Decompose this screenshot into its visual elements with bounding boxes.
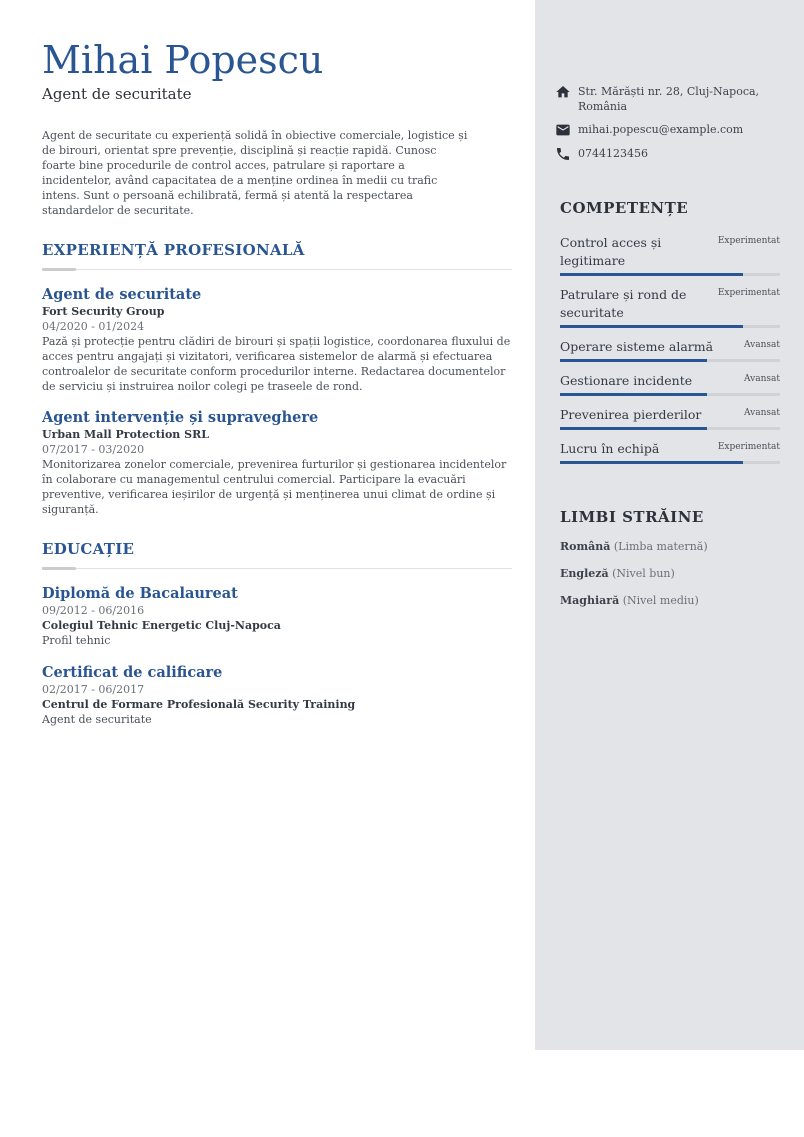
education-entry xyxy=(42,585,512,648)
entry-role: Agent de securitate xyxy=(42,286,202,303)
main-column xyxy=(42,38,512,727)
sidebar xyxy=(535,0,804,1050)
candidate-name: Mihai Popescu xyxy=(42,38,324,82)
skill-bar-fill xyxy=(560,273,743,276)
skill-bar xyxy=(560,461,780,464)
contact-phone xyxy=(555,146,785,162)
skill-name: Control acces și legitimare xyxy=(560,235,662,268)
skill-name: Gestionare incidente xyxy=(560,373,693,388)
language-item xyxy=(560,593,780,608)
skill-item xyxy=(560,440,780,464)
skill-level: Experimentat xyxy=(717,236,780,246)
skill-level: Avansat xyxy=(744,374,780,384)
education-section xyxy=(42,539,512,727)
entry-company: Fort Security Group xyxy=(42,305,165,318)
profile-summary: Agent de securitate cu experiență solidă în obiective comerciale, logistice și de birouri, orientat spre prevenție, disciplină și reacție rapidă. Cunosc foarte bine procedurile de control acces, patrulare și raportare a incidentelor, având capacitatea de a menține ordinea în medii cu trafic intens. Sunt o persoană echilibrată, fermă și atentă la respectarea standardelor de securitate. xyxy=(42,129,468,217)
skill-item xyxy=(560,406,780,430)
education-entry xyxy=(42,664,512,727)
language-name: Română xyxy=(560,540,611,553)
section-title-education: EDUCAȚIE xyxy=(42,540,135,558)
skill-name: Patrulare și rond de securitate xyxy=(560,287,687,320)
skill-bar xyxy=(560,393,780,396)
skill-level: Avansat xyxy=(744,408,780,418)
contact-address xyxy=(555,84,785,114)
contact-info xyxy=(555,84,785,170)
entry-company: Urban Mall Protection SRL xyxy=(42,428,209,441)
skill-bar xyxy=(560,273,780,276)
language-item xyxy=(560,566,780,581)
skill-bar-fill xyxy=(560,325,743,328)
address-text: Str. Mărăști nr. 28, Cluj-Napoca, România xyxy=(578,85,760,113)
skill-level: Avansat xyxy=(744,340,780,350)
entry-description: Monitorizarea zonelor comerciale, prevenirea furturilor și gestionarea incidentelor în colaborare cu managementul centrului comercial. Participare la evacuări preventive, verificarea ieșirilor de urgență și menținerea unui climat de ordine și siguranță. xyxy=(42,458,507,516)
experience-entry xyxy=(42,286,512,394)
contact-email xyxy=(555,122,785,138)
skill-bar-fill xyxy=(560,461,743,464)
entry-role: Agent intervenție și supraveghere xyxy=(42,409,319,426)
home-icon xyxy=(555,84,571,100)
section-divider xyxy=(42,268,512,271)
entry-school: Centrul de Formare Profesională Security Training xyxy=(42,698,356,711)
skill-bar-fill xyxy=(560,427,707,430)
skill-name: Lucru în echipă xyxy=(560,441,660,456)
skill-bar xyxy=(560,359,780,362)
section-title-languages: LIMBI STRĂINE xyxy=(560,508,704,526)
skills-section xyxy=(560,198,780,464)
language-level: (Nivel bun) xyxy=(612,567,675,580)
entry-description: Pază și protecție pentru clădiri de birouri și spații logistice, coordonarea fluxului de acces pentru angajați și vizitatori, verificarea sistemelor de alarmă și efectuarea controalelor de securitate conform procedurilor interne. Redactarea documentelor de serviciu și instruirea noilor colegi pe traseele de rond. xyxy=(42,335,511,393)
phone-text: 0744123456 xyxy=(578,147,648,160)
entry-dates: 02/2017 - 06/2017 xyxy=(42,683,145,696)
experience-entry xyxy=(42,409,512,517)
language-name: Engleză xyxy=(560,567,609,580)
entry-dates: 09/2012 - 06/2016 xyxy=(42,604,145,617)
section-title-skills: COMPETENȚE xyxy=(560,199,689,217)
skill-bar-fill xyxy=(560,393,707,396)
skill-name: Prevenirea pierderilor xyxy=(560,407,702,422)
entry-school: Colegiul Tehnic Energetic Cluj-Napoca xyxy=(42,619,281,632)
language-item xyxy=(560,539,780,554)
phone-icon xyxy=(555,146,571,162)
skill-item xyxy=(560,234,780,276)
skill-item xyxy=(560,372,780,396)
skill-level: Experimentat xyxy=(717,442,780,452)
section-title-experience: EXPERIENȚĂ PROFESIONALĂ xyxy=(42,241,305,259)
language-level: (Limba maternă) xyxy=(613,540,708,553)
entry-degree: Certificat de calificare xyxy=(42,664,223,681)
skill-name: Operare sisteme alarmă xyxy=(560,339,714,354)
skill-bar-fill xyxy=(560,359,707,362)
experience-section xyxy=(42,240,512,517)
email-link[interactable]: mihai.popescu@example.com xyxy=(578,123,744,136)
entry-dates: 04/2020 - 01/2024 xyxy=(42,320,145,333)
skill-bar xyxy=(560,427,780,430)
section-divider xyxy=(42,567,512,570)
skill-item xyxy=(560,286,780,328)
entry-detail: Profil tehnic xyxy=(42,634,111,647)
entry-degree: Diplomă de Bacalaureat xyxy=(42,585,238,602)
language-name: Maghiară xyxy=(560,594,620,607)
skill-bar xyxy=(560,325,780,328)
languages-section xyxy=(560,507,780,608)
entry-dates: 07/2017 - 03/2020 xyxy=(42,443,145,456)
mail-icon xyxy=(555,122,571,138)
skill-level: Experimentat xyxy=(717,288,780,298)
language-level: (Nivel mediu) xyxy=(622,594,699,607)
job-title: Agent de securitate xyxy=(42,85,192,103)
entry-detail: Agent de securitate xyxy=(42,713,152,726)
skill-item xyxy=(560,338,780,362)
